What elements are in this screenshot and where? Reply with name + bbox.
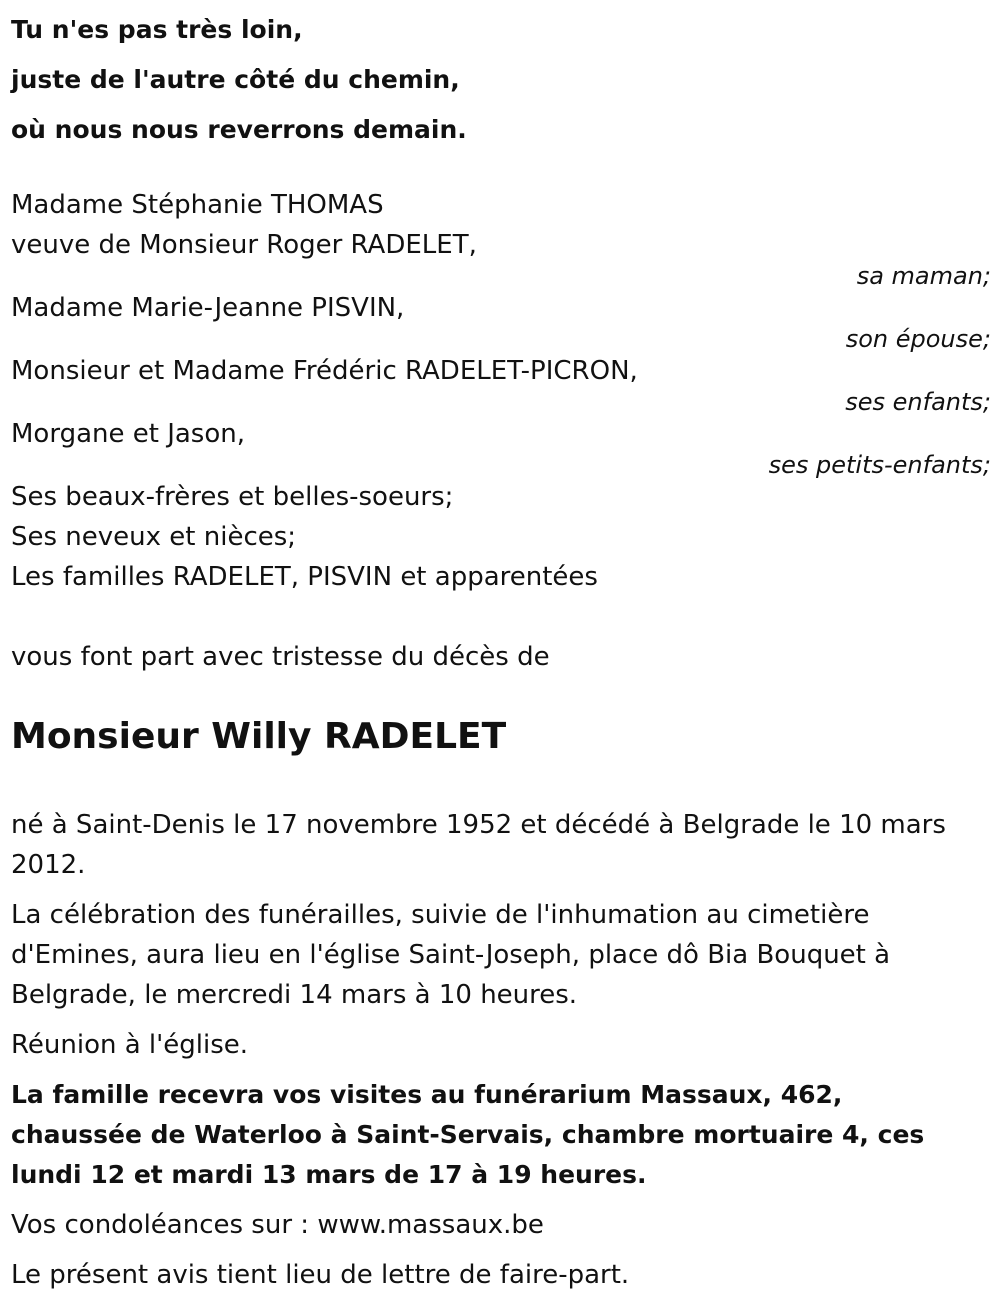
wife-name: Madame Marie-Jeanne PISVIN, [11, 293, 405, 323]
family-list [11, 185, 991, 597]
children-name: Monsieur et Madame Frédéric RADELET-PICRON, [11, 356, 638, 386]
families: Les familles RADELET, PISVIN et apparentées [11, 562, 598, 592]
grandchildren-role: ses petits-enfants; [768, 451, 991, 479]
details [11, 805, 971, 1305]
mother-role: sa maman; [856, 262, 991, 290]
visits: La famille recevra vos visites au funérarium Massaux, 462, chaussée de Waterloo à Saint-Servais, chambre mortuaire 4, ces lundi 12 et mardi 13 mars de 17 à 19 heures. [11, 1080, 925, 1189]
inlaws: Ses beaux-frères et belles-soeurs; [11, 482, 454, 512]
announcement: vous font part avec tristesse du décès de [11, 642, 550, 672]
birth-death: né à Saint-Denis le 17 novembre 1952 et décédé à Belgrade le 10 mars 2012. [11, 810, 946, 880]
grandchildren-name: Morgane et Jason, [11, 419, 245, 449]
ceremony: La célébration des funérailles, suivie de l'inhumation au cimetière d'Emines, aura lieu en l'église Saint-Joseph, place dô Bia Bouquet à Belgrade, le mercredi 14 mars à 10 heures. [11, 900, 891, 1010]
deceased-name: Monsieur Willy RADELET [11, 716, 507, 757]
condolences: Vos condoléances sur : www.massaux.be [11, 1210, 544, 1240]
mother-name: Madame Stéphanie THOMAS [11, 190, 384, 220]
children-role: ses enfants; [845, 388, 991, 416]
poem-line: où nous nous reverrons demain. [11, 115, 467, 144]
poem-line: juste de l'autre côté du chemin, [11, 65, 460, 94]
wife-role: son épouse; [845, 325, 991, 353]
poem-line: Tu n'es pas très loin, [11, 15, 303, 44]
nephews: Ses neveux et nièces; [11, 522, 297, 552]
meeting: Réunion à l'église. [11, 1030, 249, 1060]
notice: Le présent avis tient lieu de lettre de faire-part. [11, 1260, 630, 1290]
mother-detail: veuve de Monsieur Roger RADELET, [11, 230, 477, 260]
poem [11, 5, 467, 155]
